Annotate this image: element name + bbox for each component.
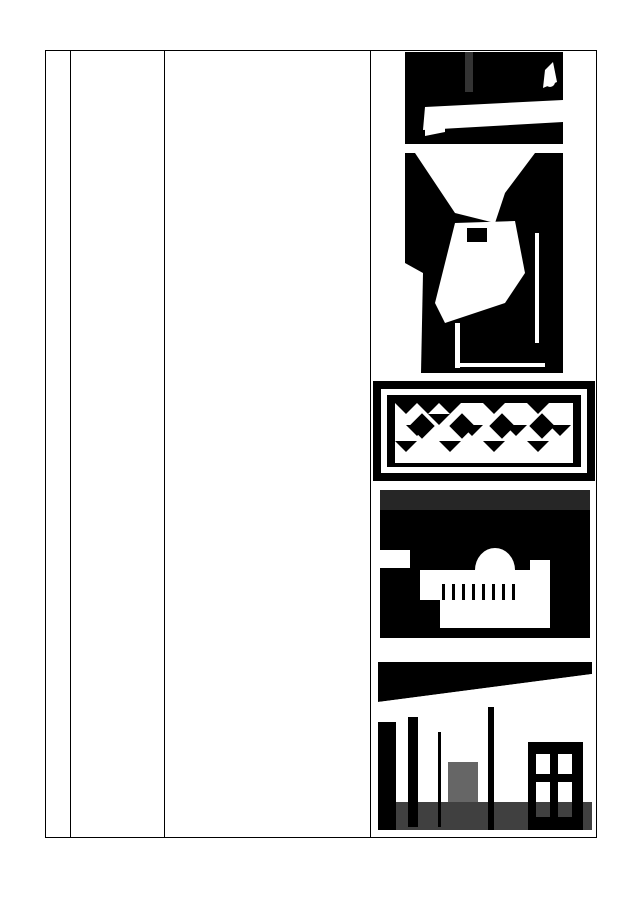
description-cell-staircase: [173, 53, 363, 66]
description-cell-room-171: [173, 490, 363, 503]
staircase-wall-photo: [405, 52, 563, 144]
room-171-ceiling-photo: [380, 490, 590, 638]
column-divider-1: [70, 51, 71, 837]
column-divider-3: [370, 51, 371, 837]
room-171-wall-photo: [378, 662, 592, 830]
staircase-vault-photo: [405, 153, 563, 373]
floor-tile-photo: [373, 381, 595, 481]
column-divider-2: [164, 51, 165, 837]
